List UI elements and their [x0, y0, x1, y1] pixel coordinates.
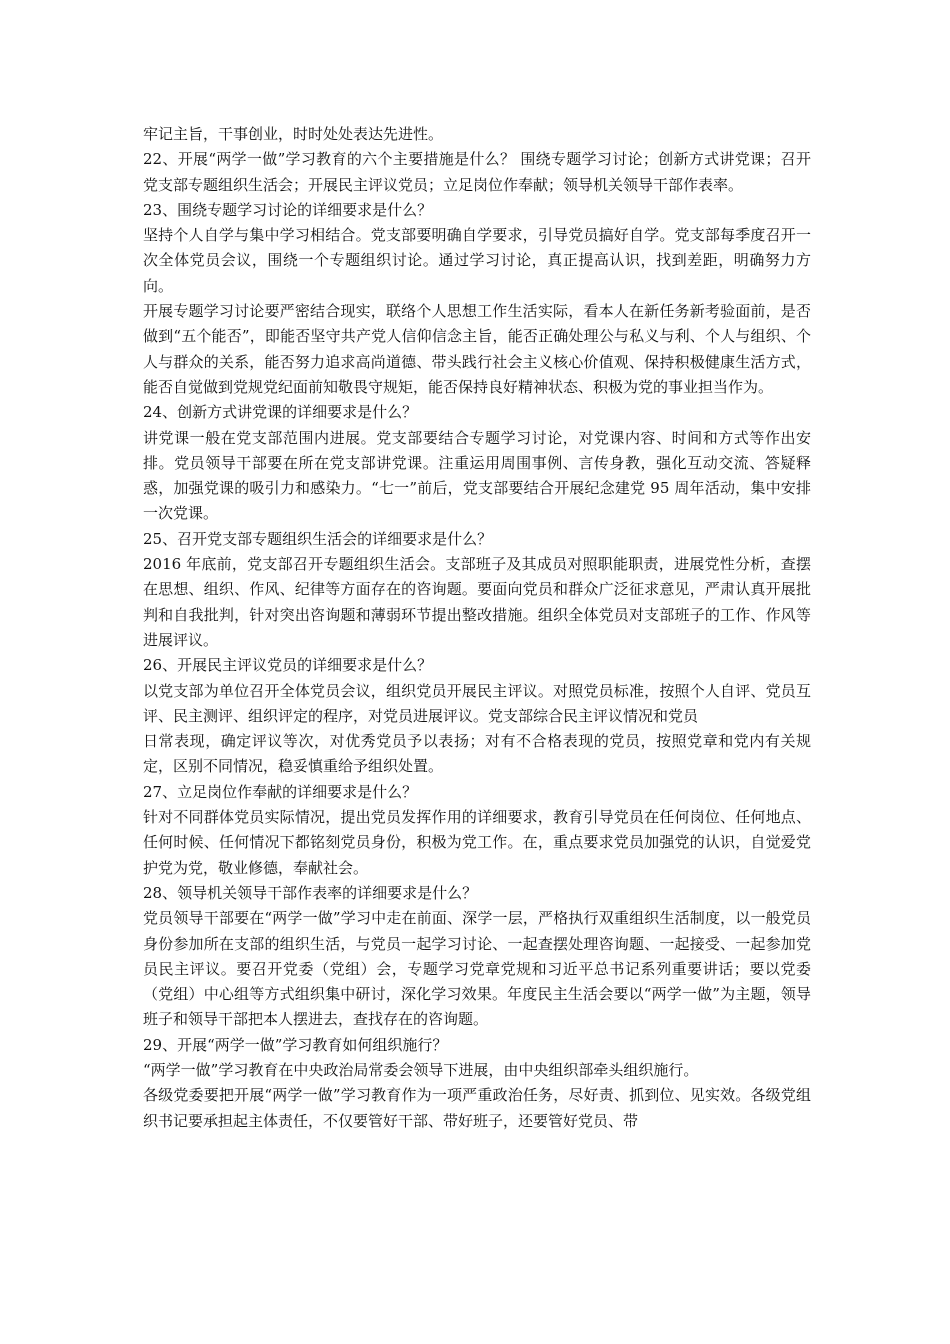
paragraph-text: “两学一做”学习教育在中央政治局常委会领导下进展，由中央组织部牵头组织施行。 [143, 1060, 699, 1079]
paragraph-text: 党员领导干部要在“两学一做”学习中走在前面、深学一层，严格执行双重组织生活制度，以一般党员身份参加所在支部的组织生活，与党员一起学习讨论、一起查摆处理咨询题、一起接受、一起参加党员民主评议。要召开党委（党组）会，专题学习党章党规和习近平总书记系列重要讲话；要以党委（党组）中心组等方式组织集中研讨，深化学习效果。年度民主生活会要以“两学一做”为主题，领导班子和领导干部把本人摆进去，查找存在的咨询题。 [143, 909, 811, 1029]
paragraph-text: 2016 年底前，党支部召开专题组织生活会。支部班子及其成员对照职能职责，进展党性分析，查摆在思想、组织、作风、纪律等方面存在的咨询题。要面向党员和群众广泛征求意见，严肃认真开展批判和自我批判，针对突出咨询题和薄弱环节提出整改措施。组织全体党员对支部班子的工作、作风等进展评议。 [143, 555, 811, 649]
paragraph-text: 讲党课一般在党支部范围内进展。党支部要结合专题学习讨论，对党课内容、时间和方式等作出安排。党员领导干部要在所在党支部讲党课。注重运用周围事例、言传身教，强化互动交流、答疑释惑，加强党课的吸引力和感染力。“七一”前后，党支部要结合开展纪念建党 95 周年活动，集中安排一次党课。 [143, 428, 811, 523]
paragraph-text: 针对不同群体党员实际情况，提出党员发挥作用的详细要求，教育引导党员在任何岗位、任何地点、任何时候、任何情况下都铭刻党员身份，积极为党工作。在，重点要求党员加强党的认识，自觉爱党护党为党，敬业修德，奉献社会。 [143, 808, 811, 877]
question-29-heading: 29、开展“两学一做”学习教育如何组织施行？ [143, 1035, 448, 1054]
document-body [143, 122, 811, 1134]
question-25-heading: 25、召开党支部专题组织生活会的详细要求是什么？ [143, 529, 493, 548]
paragraph-text: 坚持个人自学与集中学习相结合。党支部要明确自学要求，引导党员搞好自学。党支部每季度召开一次全体党员会议，围绕一个专题组织讨论。通过学习讨论，真正提高认识，找到差距，明确努力方向。 [143, 226, 811, 295]
paragraph-text: 日常表现，确定评议等次，对优秀党员予以表扬；对有不合格表现的党员，按照党章和党内有关规定，区别不同情况，稳妥慎重给予组织处置。 [143, 732, 811, 776]
question-26-heading: 26、开展民主评议党员的详细要求是什么？ [143, 656, 433, 675]
paragraph-text: 开展专题学习讨论要严密结合现实，联络个人思想工作生活实际，看本人在新任务新考验面前，是否做到“五个能否”，即能否坚守共产党人信仰信念主旨，能否正确处理公与私义与利、个人与组织、个人与群众的关系，能否努力追求高尚道德、带头践行社会主义核心价值观、保持积极健康生活方式，能否自觉做到党规党纪面前知敬畏守规矩，能否保持良好精神状态、积极为党的事业担当作为。 [143, 302, 811, 396]
paragraph-text: 各级党委要把开展“两学一做”学习教育作为一项严重政治任务，尽好责、抓到位、见实效。各级党组织书记要承担起主体责任，不仅要管好干部、带好班子，还要管好党员、带 [143, 1086, 811, 1130]
question-27-heading: 27、立足岗位作奉献的详细要求是什么？ [143, 782, 418, 801]
question-28-heading: 28、领导机关领导干部作表率的详细要求是什么？ [143, 883, 478, 902]
paragraph-text: 牢记主旨，干事创业，时时处处表达先进性。 [143, 125, 444, 143]
question-24-heading: 24、创新方式讲党课的详细要求是什么？ [143, 403, 418, 422]
question-23-heading: 23、围绕专题学习讨论的详细要求是什么？ [143, 200, 433, 219]
question-22-heading: 22、开展“两学一做”学习教育的六个主要措施是什么？ 围绕专题学习讨论；创新方式讲党课；召开党支部专题组织生活会；开展民主评议党员；立足岗位作奉献；领导机关领导干部作表率。 [143, 150, 811, 194]
paragraph-text: 以党支部为单位召开全体党员会议，组织党员开展民主评议。对照党员标准，按照个人自评、党员互评、民主测评、组织评定的程序，对党员进展评议。党支部综合民主评议情况和党员 [143, 681, 811, 725]
